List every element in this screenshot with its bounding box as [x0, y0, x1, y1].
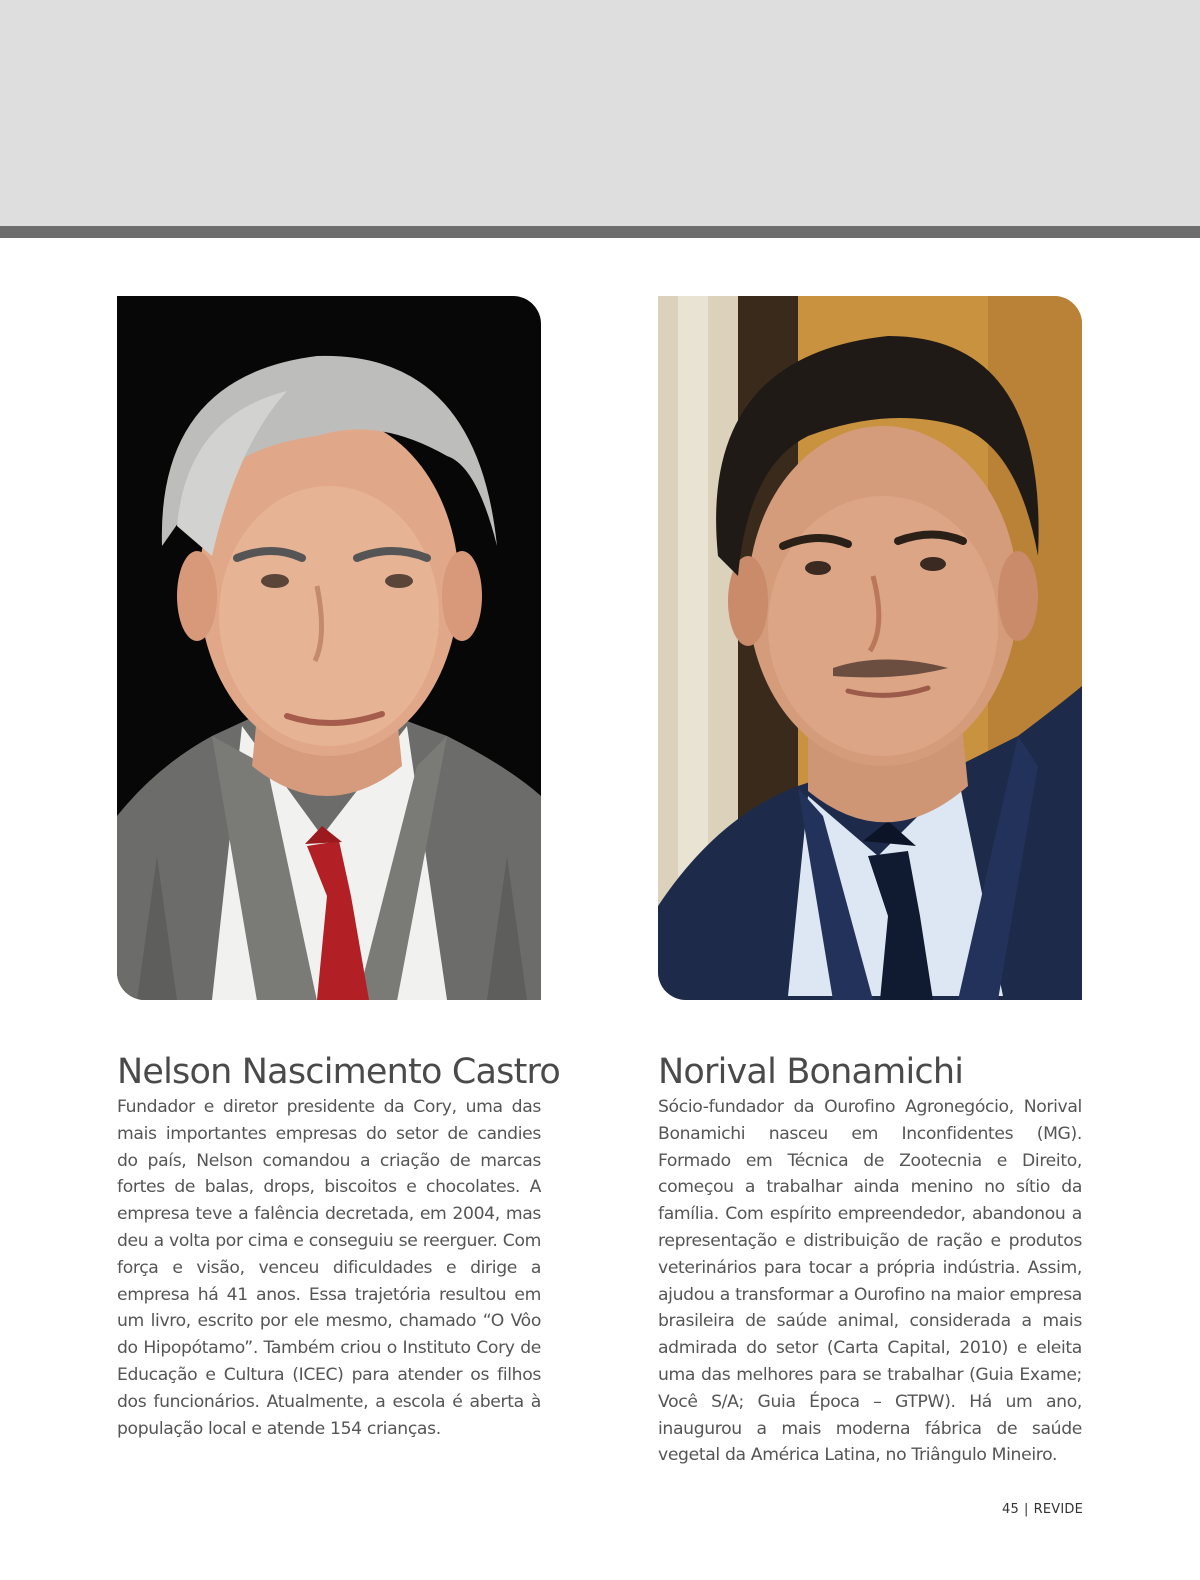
portrait-illustration — [658, 296, 1082, 1000]
profile-bio: Fundador e diretor presidente da Cory, uma das mais importantes empresas do setor de candies do país, Nelson comandou a criação de marcas fortes de balas, drops, biscoitos e chocolates. A empresa teve a falência decretada, em 2004, mas deu a volta por cima e conseguiu se reerguer. Com força e visão, venceu dificuldades e dirige a empresa há 41 anos. Essa trajetória resultou em um livro, escrito por ele mesmo, chamado “O Vôo do Hipopótamo”. Também criou o Instituto Cory de Educação e Cultura (ICEC) para atender os filhos dos funcionários. Atualmente, a escola é aberta à população local e atende 154 crianças. — [117, 1097, 541, 1439]
header-rule — [0, 226, 1200, 238]
page-number: 45 — [1002, 1502, 1019, 1517]
portrait-photo — [658, 296, 1082, 1000]
folio-separator: | — [1024, 1502, 1029, 1517]
page-folio — [1002, 1502, 1083, 1517]
magazine-name: REVIDE — [1033, 1502, 1083, 1517]
profile-name: Norival Bonamichi — [658, 1052, 964, 1092]
profile-block — [658, 1052, 1082, 1469]
portrait-photo — [117, 296, 541, 1000]
header-band — [0, 0, 1200, 226]
profile-name: Nelson Nascimento Castro — [117, 1052, 560, 1092]
profile-block — [117, 1052, 560, 1442]
profile-bio: Sócio-fundador da Ourofino Agronegócio, Norival Bonamichi nasceu em Inconfidentes (MG). Formado em Técnica de Zootecnia e Direito, começou a trabalhar ainda menino no sítio da família. Com espírito empreendedor, abandonou a representação e distribuição de ração e produtos veterinários para tocar a própria indústria. Assim, ajudou a transformar a Ourofino na maior empresa brasileira de saúde animal, considerada a mais admirada do setor (Carta Capital, 2010) e eleita uma das melhores para se trabalhar (Guia Exame; Você S/A; Guia Época – GTPW). Há um ano, inaugurou a mais moderna fábrica de saúde vegetal da América Latina, no Triângulo Mineiro. — [658, 1097, 1082, 1466]
portrait-illustration — [117, 296, 541, 1000]
